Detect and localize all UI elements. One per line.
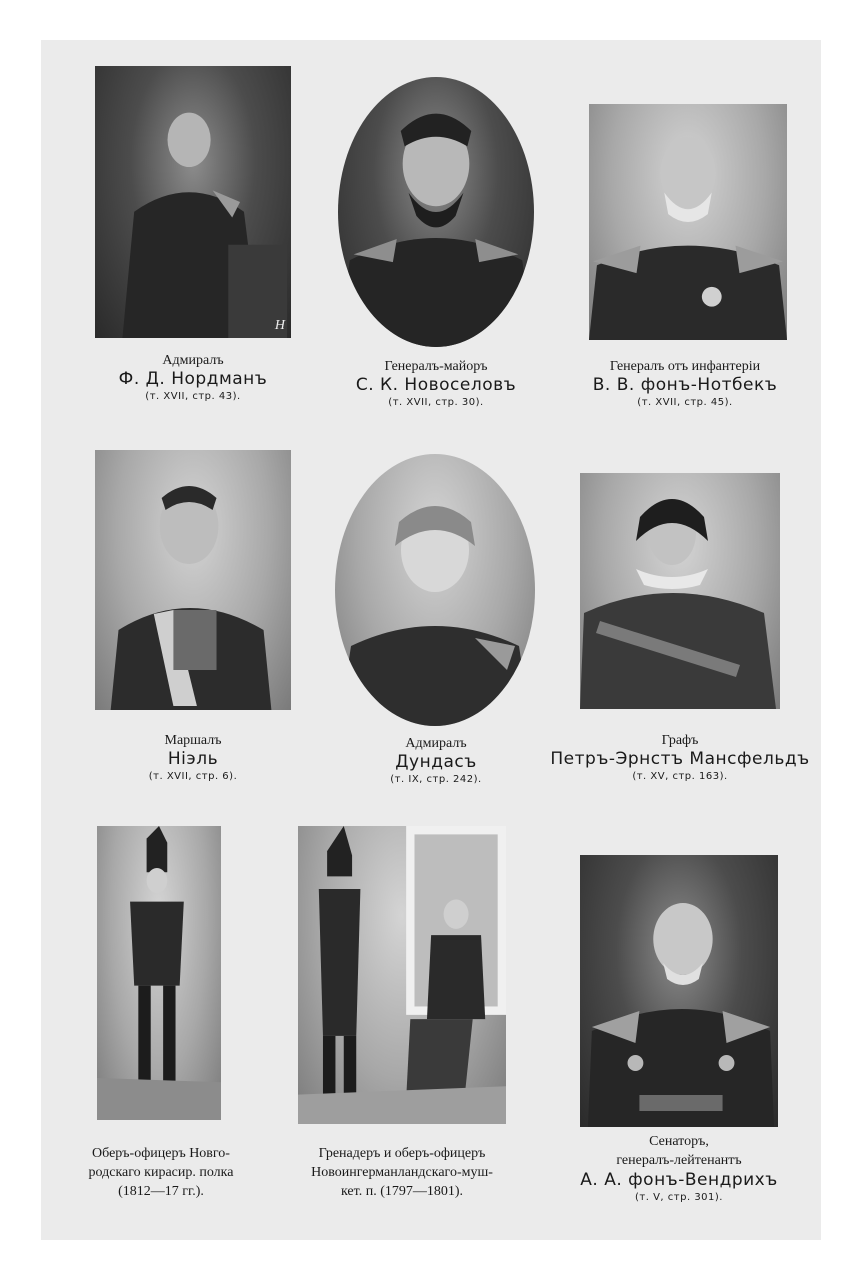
- caption-novoselov: [356, 358, 516, 410]
- caption-vendrikh: [580, 1132, 777, 1205]
- portrait-figure-icon: [580, 473, 780, 709]
- caption-notbek: [593, 358, 777, 410]
- caption-line: Гренадеръ и оберъ-офицеръ: [318, 1146, 486, 1161]
- portrait-figure-icon: [298, 826, 506, 1124]
- portrait-figure-icon: [335, 454, 535, 726]
- caption-rank: Сенаторъ,: [649, 1134, 709, 1149]
- caption-grenadier-and-officer: [311, 1144, 493, 1201]
- caption-nordman: [119, 352, 268, 404]
- portrait-niel: [95, 450, 291, 710]
- caption-name: Ф. Д. Нордманъ: [118, 369, 268, 389]
- caption-name: Дундасъ: [395, 752, 477, 772]
- portrait-figure-icon: [580, 855, 778, 1127]
- caption-reference: (т. XVII, стр. 45).: [637, 397, 733, 408]
- caption-reference: (т. V, стр. 301).: [635, 1192, 723, 1203]
- caption-reference: (т. XVII, стр. 6).: [148, 771, 238, 782]
- caption-rank: Адмиралъ: [162, 353, 224, 368]
- caption-name: А. А. фонъ-Вендрихъ: [580, 1170, 778, 1190]
- portrait-grenadier-and-officer: [298, 826, 506, 1124]
- portrait-dundas: [335, 454, 535, 726]
- caption-line: кет. п. (1797—1801).: [340, 1184, 464, 1199]
- caption-rank: Генералъ отъ инфантеріи: [609, 359, 761, 374]
- caption-line: (1812—17 гг.).: [118, 1184, 204, 1199]
- caption-rank-line2: генералъ-лейтенантъ: [616, 1153, 742, 1168]
- caption-name: Петръ-Эрнстъ Мансфельдъ: [550, 749, 810, 769]
- portrait-mansfeld: [580, 473, 780, 709]
- caption-reference: (т. XV, стр. 163).: [632, 771, 728, 782]
- portrait-figure-icon: [589, 104, 787, 340]
- portrait-notbek: [589, 104, 787, 340]
- caption-rank: Генералъ-майоръ: [384, 359, 488, 374]
- caption-rank: Маршалъ: [164, 733, 222, 748]
- portrait-novoselov: [338, 77, 534, 347]
- caption-line: Новоингерманландскаго-муш-: [311, 1165, 493, 1180]
- caption-name: В. В. фонъ-Нотбекъ: [592, 375, 778, 395]
- caption-mansfeld: [550, 732, 809, 784]
- portrait-cuirassier-officer: [97, 826, 221, 1120]
- caption-dundas: [390, 735, 481, 787]
- caption-line: Оберъ-офицеръ Новго-: [92, 1146, 230, 1161]
- caption-niel: [149, 732, 238, 784]
- caption-reference: (т. XVII, стр. 30).: [388, 397, 484, 408]
- caption-cuirassier-officer: [89, 1144, 234, 1201]
- portrait-figure-icon: [97, 826, 221, 1120]
- portrait-figure-icon: [95, 66, 291, 338]
- portrait-vendrikh: [580, 855, 778, 1127]
- portrait-figure-icon: [338, 77, 534, 347]
- caption-reference: (т. IX, стр. 242).: [390, 774, 482, 785]
- caption-rank: Адмиралъ: [405, 736, 467, 751]
- caption-name: Ніэль: [167, 749, 219, 769]
- caption-rank: Графъ: [661, 733, 699, 748]
- portrait-figure-icon: [95, 450, 291, 710]
- caption-reference: (т. XVII, стр. 43).: [145, 391, 241, 402]
- portrait-nordman: [95, 66, 291, 338]
- monogram-mark: Н: [274, 318, 285, 333]
- caption-name: С. К. Новоселовъ: [355, 375, 517, 395]
- album-page: [41, 40, 821, 1240]
- caption-line: родскаго кирасир. полка: [88, 1165, 234, 1180]
